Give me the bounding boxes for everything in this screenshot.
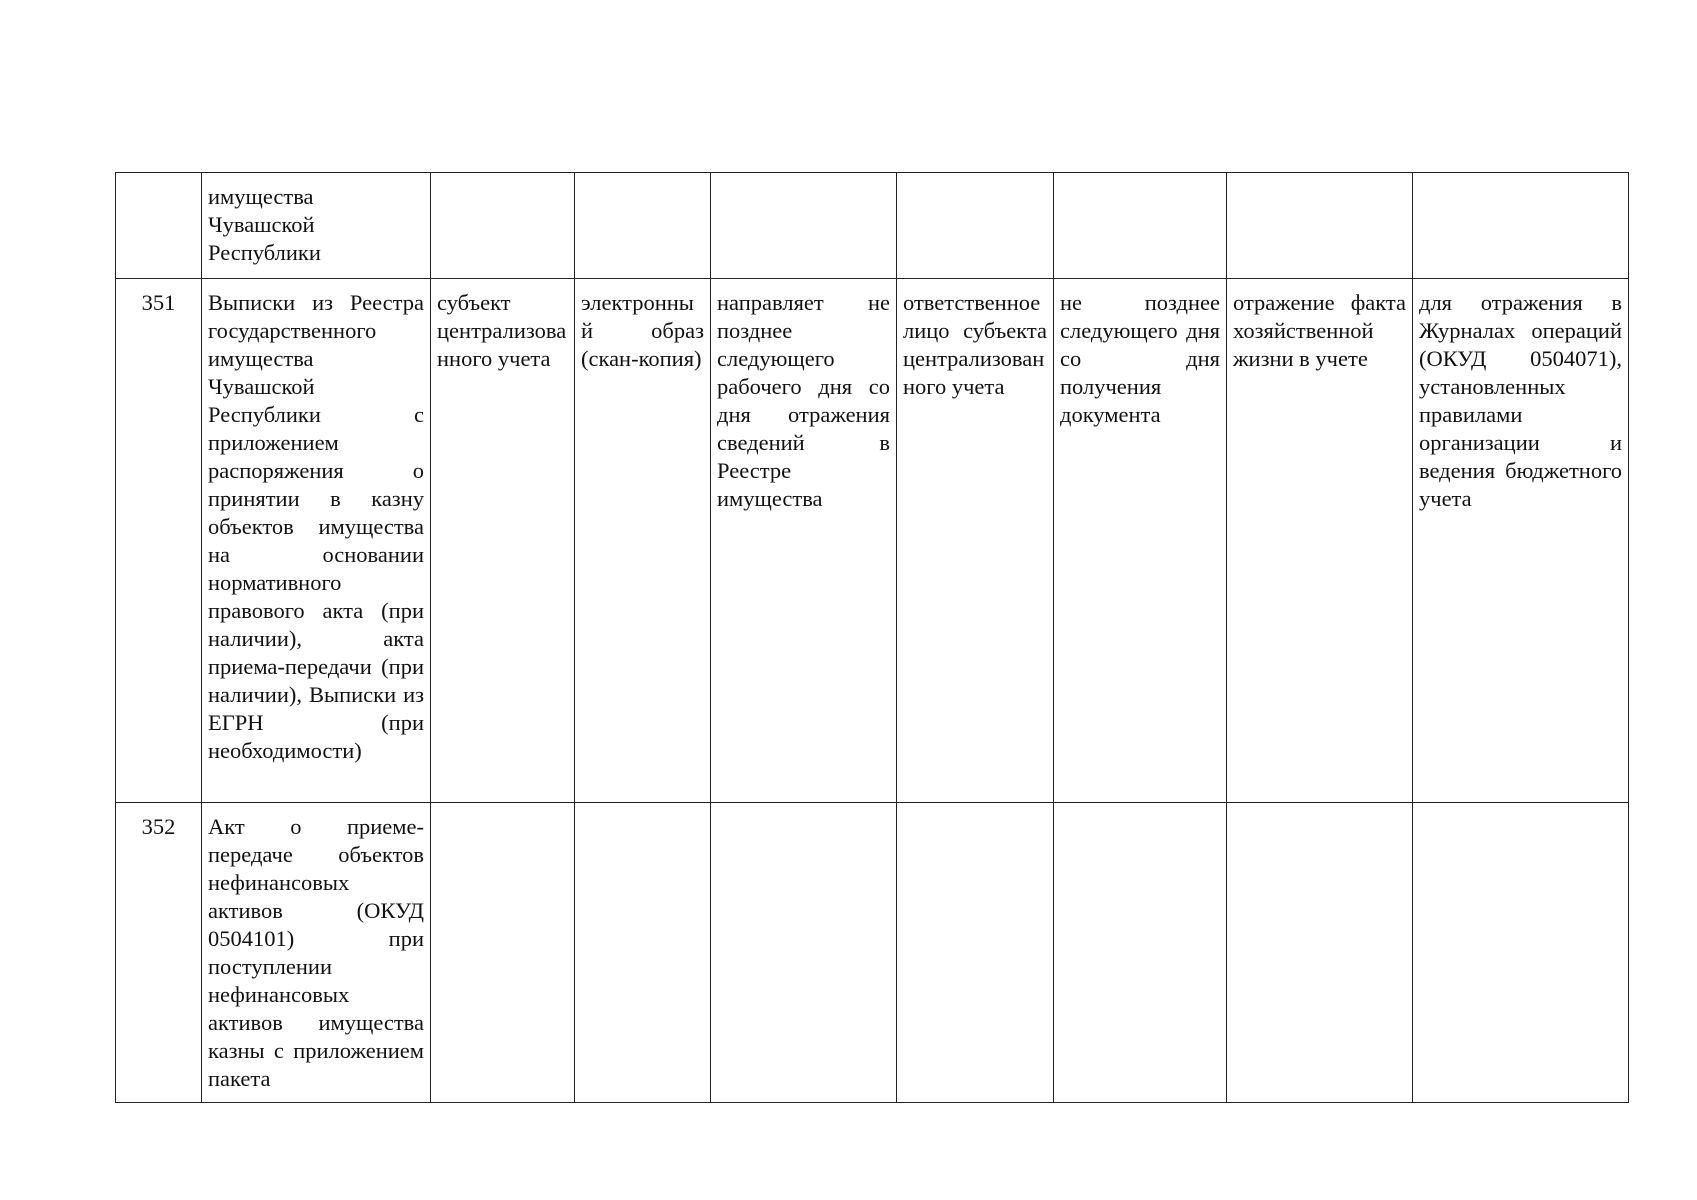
creator-cell: субъект централизованного учета bbox=[431, 279, 575, 803]
row-number bbox=[116, 173, 202, 279]
responsible-cell: ответственное лицо субъекта централизованного учета bbox=[897, 279, 1054, 803]
document-name-cell: Акт о приеме-передаче объектов нефинансовых активов (ОКУД 0504101) при поступлении нефинансовых активов имущества казны с приложением пакета bbox=[202, 803, 431, 1103]
responsible-cell bbox=[897, 173, 1054, 279]
registry-table bbox=[115, 172, 1629, 1103]
purpose-cell: для отражения в Журналах операций (ОКУД 0504071), установленных правилами организации и ведения бюджетного учета bbox=[1413, 279, 1629, 803]
purpose-cell bbox=[1413, 803, 1629, 1103]
processing-term-cell bbox=[1054, 803, 1227, 1103]
transfer-term-cell bbox=[711, 173, 897, 279]
document-name-cell: имущества Чувашской Республики bbox=[202, 173, 431, 279]
creator-cell bbox=[431, 803, 575, 1103]
table-row bbox=[116, 173, 1629, 279]
operation-cell bbox=[1227, 803, 1413, 1103]
operation-cell bbox=[1227, 173, 1413, 279]
table-row bbox=[116, 803, 1629, 1103]
document-name-cell: Выписки из Реестра государственного имущества Чувашской Республики с приложением распоряжения о принятии в казну объектов имущества на основании нормативного правового акта (при наличии), акта приема-передачи (при наличии), Выписки из ЕГРН (при необходимости) bbox=[202, 279, 431, 803]
transfer-term-cell bbox=[711, 803, 897, 1103]
creator-cell bbox=[431, 173, 575, 279]
processing-term-cell: не позднее следующего дня со дня получения документа bbox=[1054, 279, 1227, 803]
processing-term-cell bbox=[1054, 173, 1227, 279]
row-number: 352 bbox=[116, 803, 202, 1103]
transfer-term-cell: направляет не позднее следующего рабочего дня со дня отражения сведений в Реестре имущества bbox=[711, 279, 897, 803]
format-cell: электронный образ (скан-копия) bbox=[575, 279, 711, 803]
format-cell bbox=[575, 173, 711, 279]
table-row bbox=[116, 279, 1629, 803]
purpose-cell bbox=[1413, 173, 1629, 279]
operation-cell: отражение факта хозяйственной жизни в учете bbox=[1227, 279, 1413, 803]
responsible-cell bbox=[897, 803, 1054, 1103]
format-cell bbox=[575, 803, 711, 1103]
row-number: 351 bbox=[116, 279, 202, 803]
